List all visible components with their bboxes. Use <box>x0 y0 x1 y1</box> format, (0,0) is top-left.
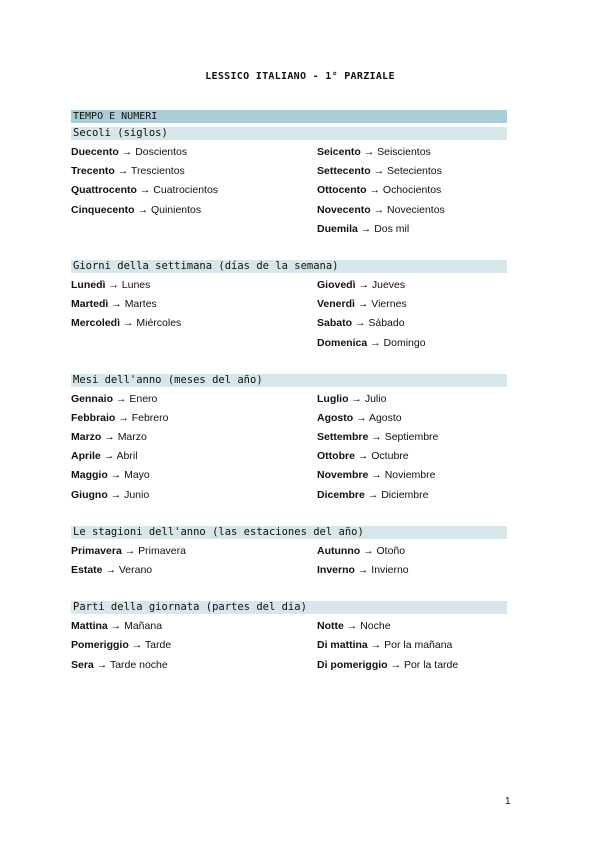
italian-term: Autunno <box>317 544 361 557</box>
spanish-translation: Por la mañana <box>384 639 453 652</box>
section-columns <box>71 278 507 355</box>
sections-container <box>71 127 507 677</box>
spanish-translation: Agosto <box>368 411 402 424</box>
vocab-entry <box>317 203 507 222</box>
right-arrow-icon: → <box>357 564 369 576</box>
italian-term: Venerdì <box>317 298 355 311</box>
vocab-entry <box>317 336 507 355</box>
italian-term: Quattrocento <box>71 184 137 197</box>
italian-term: Luglio <box>317 392 349 405</box>
right-arrow-icon: → <box>121 146 133 158</box>
italian-term: Novecento <box>317 203 371 216</box>
italian-term: Duecento <box>71 146 119 158</box>
section-heading: Giorni della settimana (días de la semana) <box>71 260 507 273</box>
right-arrow-icon: → <box>103 450 115 463</box>
spanish-translation: Mañana <box>124 620 163 633</box>
vocab-entry <box>71 488 317 507</box>
vocab-entry <box>317 411 507 430</box>
italian-term: Estate <box>71 564 103 576</box>
italian-term: Domenica <box>317 336 368 349</box>
vocab-entry <box>317 183 507 202</box>
vocab-entry <box>317 316 507 335</box>
left-column <box>71 392 317 507</box>
section-columns <box>71 392 507 507</box>
vocab-section <box>71 374 507 507</box>
vocab-entry <box>317 164 507 183</box>
vocab-section <box>71 260 507 355</box>
right-arrow-icon: → <box>360 222 372 235</box>
vocab-entry <box>71 164 317 183</box>
spanish-translation: Por la tarde <box>403 658 459 671</box>
spanish-translation: Marzo <box>117 431 147 444</box>
vocab-entry <box>71 619 317 638</box>
right-arrow-icon: → <box>108 278 119 291</box>
italian-term: Dicembre <box>317 488 365 501</box>
right-arrow-icon: → <box>369 184 380 197</box>
italian-term: Giugno <box>71 488 108 501</box>
section-columns <box>71 619 507 677</box>
italian-term: Marzo <box>71 431 102 444</box>
spanish-translation: Enero <box>129 392 158 405</box>
right-arrow-icon: → <box>367 488 379 501</box>
spanish-translation: Jueves <box>371 278 406 291</box>
italian-term: Primavera <box>71 544 122 557</box>
spanish-translation: Febrero <box>131 411 169 424</box>
spanish-translation: Abril <box>116 450 138 463</box>
right-arrow-icon: → <box>118 411 129 424</box>
spanish-translation: Mayo <box>124 469 150 482</box>
italian-term: Lunedì <box>71 278 106 291</box>
right-arrow-icon: → <box>373 203 385 216</box>
vocab-entry <box>71 468 317 487</box>
right-column <box>317 619 507 677</box>
right-arrow-icon: → <box>110 469 122 482</box>
italian-term: Settecento <box>317 165 371 178</box>
vocab-entry <box>71 449 317 468</box>
spanish-translation: Ochocientos <box>382 184 442 197</box>
italian-term: Maggio <box>71 469 108 482</box>
right-arrow-icon: → <box>370 639 382 652</box>
right-arrow-icon: → <box>110 488 122 501</box>
spanish-translation: Diciembre <box>381 488 429 501</box>
spanish-translation: Verano <box>118 564 153 576</box>
italian-term: Notte <box>317 620 344 633</box>
vocab-entry <box>317 468 507 487</box>
spanish-translation: Octubre <box>371 450 409 463</box>
vocab-entry <box>317 392 507 411</box>
vocab-entry <box>317 449 507 468</box>
vocab-entry <box>317 488 507 507</box>
section-heading: Mesi dell'anno (meses del año) <box>71 374 507 387</box>
vocab-section <box>71 127 507 241</box>
italian-term: Novembre <box>317 469 369 482</box>
spanish-translation: Novecientos <box>387 203 445 216</box>
section-columns <box>71 145 507 241</box>
italian-term: Giovedì <box>317 278 356 291</box>
vocab-entry <box>71 392 317 411</box>
right-column <box>317 544 507 582</box>
left-column <box>71 278 317 355</box>
italian-term: Febbraio <box>71 411 116 424</box>
italian-term: Duemila <box>317 222 358 235</box>
left-column <box>71 145 317 241</box>
vocab-section <box>71 601 507 677</box>
right-arrow-icon: → <box>354 317 366 330</box>
spanish-translation: Martes <box>124 298 157 311</box>
page-number: 1 <box>505 796 511 807</box>
right-arrow-icon: → <box>357 298 369 311</box>
italian-term: Seicento <box>317 146 361 158</box>
spanish-translation: Domingo <box>383 336 426 349</box>
vocab-entry <box>317 658 507 677</box>
right-arrow-icon: → <box>124 544 136 557</box>
spanish-translation: Cuatrocientos <box>153 184 219 197</box>
spanish-translation: Noviembre <box>384 469 436 482</box>
vocab-entry <box>317 222 507 241</box>
right-arrow-icon: → <box>357 450 369 463</box>
right-column <box>317 392 507 507</box>
spanish-translation: Tarde noche <box>109 658 168 671</box>
right-arrow-icon: → <box>105 564 116 576</box>
vocab-entry <box>317 430 507 449</box>
right-arrow-icon: → <box>356 411 367 424</box>
left-column <box>71 544 317 582</box>
spanish-translation: Primavera <box>138 544 186 557</box>
spanish-translation: Invierno <box>371 564 409 576</box>
spanish-translation: Seiscientos <box>377 146 431 158</box>
vocab-entry <box>71 658 317 677</box>
right-column <box>317 278 507 355</box>
vocab-entry <box>71 638 317 657</box>
italian-term: Ottobre <box>317 450 355 463</box>
italian-term: Inverno <box>317 564 355 576</box>
italian-term: Pomeriggio <box>71 639 129 652</box>
right-arrow-icon: → <box>111 298 122 311</box>
right-arrow-icon: → <box>110 620 122 633</box>
vocab-entry <box>71 563 317 582</box>
italian-term: Martedì <box>71 298 109 311</box>
page-title: LESSICO ITALIANO - 1° PARZIALE <box>205 71 395 82</box>
italian-term: Cinquecento <box>71 203 135 216</box>
spanish-translation: Setecientos <box>387 165 442 178</box>
italian-term: Sera <box>71 658 94 671</box>
vocab-entry <box>71 411 317 430</box>
spanish-translation: Lunes <box>121 278 151 291</box>
italian-term: Sabato <box>317 317 353 330</box>
spanish-translation: Otoño <box>376 544 406 557</box>
right-arrow-icon: → <box>358 278 369 291</box>
italian-term: Trecento <box>71 165 115 178</box>
vocab-entry <box>317 563 507 582</box>
right-arrow-icon: → <box>96 658 108 671</box>
vocab-entry <box>71 297 317 316</box>
vocab-entry <box>317 544 507 563</box>
right-arrow-icon: → <box>371 469 382 482</box>
right-arrow-icon: → <box>122 317 134 330</box>
section-heading: Le stagioni dell'anno (las estaciones del año) <box>71 526 507 539</box>
vocab-entry <box>317 619 507 638</box>
right-arrow-icon: → <box>346 620 358 633</box>
right-arrow-icon: → <box>363 544 374 557</box>
vocab-entry <box>71 203 317 222</box>
right-arrow-icon: → <box>139 184 151 197</box>
vocab-entry <box>71 430 317 449</box>
italian-term: Mercoledì <box>71 317 121 330</box>
italian-term: Di mattina <box>317 639 368 652</box>
right-arrow-icon: → <box>370 336 381 349</box>
left-column <box>71 619 317 677</box>
italian-term: Di pomeriggio <box>317 658 388 671</box>
right-arrow-icon: → <box>131 639 143 652</box>
right-arrow-icon: → <box>373 165 385 178</box>
section-columns <box>71 544 507 582</box>
vocab-entry <box>71 145 317 164</box>
spanish-translation: Noche <box>360 620 391 633</box>
vocab-section <box>71 526 507 582</box>
spanish-translation: Miércoles <box>136 317 182 330</box>
right-arrow-icon: → <box>371 431 382 444</box>
section-heading: Secoli (siglos) <box>71 127 507 140</box>
vocab-entry <box>71 278 317 297</box>
vocab-entry <box>317 297 507 316</box>
spanish-translation: Julio <box>364 392 387 405</box>
spanish-translation: Quinientos <box>150 203 202 216</box>
spanish-translation: Viernes <box>371 298 407 311</box>
spanish-translation: Doscientos <box>135 146 188 158</box>
right-arrow-icon: → <box>104 431 115 444</box>
italian-term: Settembre <box>317 431 369 444</box>
spanish-translation: Tarde <box>144 639 172 652</box>
spanish-translation: Septiembre <box>384 431 439 444</box>
right-arrow-icon: → <box>117 165 129 178</box>
right-arrow-icon: → <box>390 658 402 671</box>
spanish-translation: Junio <box>124 488 150 501</box>
italian-term: Ottocento <box>317 184 367 197</box>
spanish-translation: Sábado <box>368 317 405 330</box>
vocab-entry <box>317 638 507 657</box>
italian-term: Aprile <box>71 450 101 463</box>
spanish-translation: Trescientos <box>130 165 185 178</box>
italian-term: Mattina <box>71 620 108 633</box>
right-column <box>317 145 507 241</box>
italian-term: Gennaio <box>71 392 114 405</box>
right-arrow-icon: → <box>115 392 127 405</box>
vocab-entry <box>317 145 507 164</box>
right-arrow-icon: → <box>137 203 149 216</box>
vocab-entry <box>71 544 317 563</box>
right-arrow-icon: → <box>363 146 375 158</box>
vocab-entry <box>71 316 317 335</box>
right-arrow-icon: → <box>351 392 362 405</box>
spanish-translation: Dos mil <box>374 222 410 235</box>
main-section-header: TEMPO E NUMERI <box>71 110 507 123</box>
vocab-entry <box>71 183 317 202</box>
section-heading: Parti della giornata (partes del dia) <box>71 601 507 614</box>
content <box>71 110 507 696</box>
italian-term: Agosto <box>317 411 354 424</box>
vocab-entry <box>317 278 507 297</box>
